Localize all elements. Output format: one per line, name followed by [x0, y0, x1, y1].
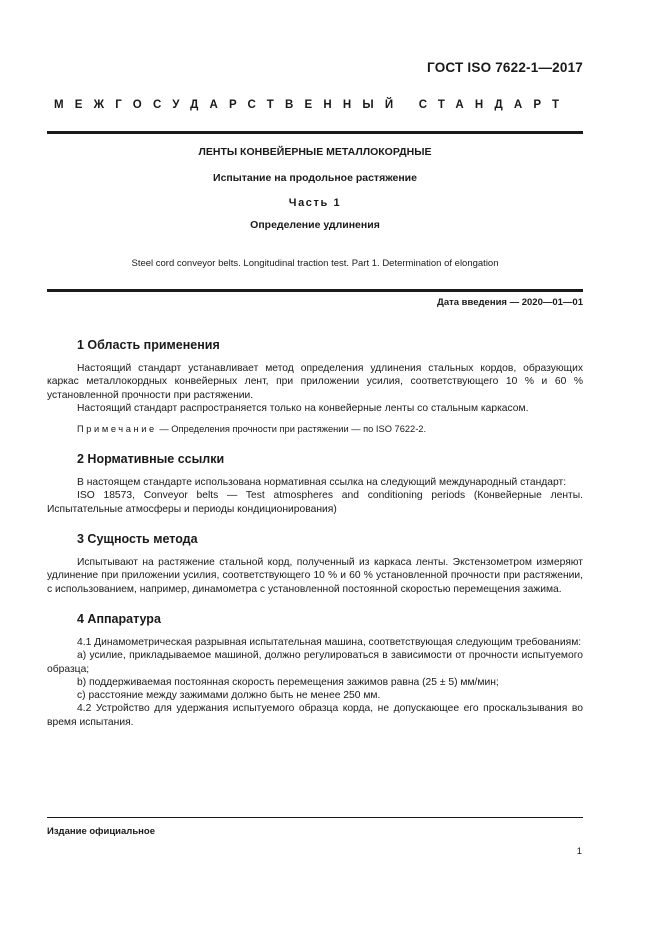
paragraph: 4.2 Устройство для удержания испытуемого образца корда, не допускающее его проскальзывания во время испытания.	[47, 703, 583, 728]
document-subtitle: Испытание на продольное растяжение	[213, 172, 417, 184]
footer-rule	[47, 817, 583, 818]
paragraph: b) поддерживаемая постоянная скорость перемещения зажимов равна (25 ± 5) мм/мин;	[77, 676, 499, 688]
section-normative-references	[47, 452, 583, 516]
part-name: Определение удлинения	[250, 219, 380, 231]
paragraph: Настоящий стандарт распространяется только на конвейерные ленты со стальным каркасом.	[77, 402, 529, 414]
introduction-date: Дата введения — 2020—01—01	[437, 297, 583, 308]
header-rule	[47, 131, 583, 134]
paragraph: Настоящий стандарт устанавливает метод определения удлинения стальных кордов, образующих каркас металлокордных конвейерных лент, при приложении усилия, соответствующего 10 % и 60 % установленной прочности при растяжении.	[47, 363, 583, 401]
title-rule	[47, 289, 583, 292]
paragraph: ISO 18573, Conveyor belts — Test atmospheres and conditioning periods (Конвейерные ленты. Испытательные атмосферы и периоды кондиционирования)	[47, 490, 583, 515]
document-title: ЛЕНТЫ КОНВЕЙЕРНЫЕ МЕТАЛЛОКОРДНЫЕ	[198, 146, 432, 158]
section-apparatus	[47, 612, 583, 729]
section-heading: 3 Сущность метода	[77, 532, 198, 547]
paragraph: Испытывают на растяжение стальной корд, полученный из каркаса ленты. Экстензометром измеряют удлинение при приложении усилия, соответствующего 10 % и 60 % установленной прочности при растяжении, с использованием, например, динамометра с установленной постоянной скоростью перемещения зажима.	[47, 557, 583, 595]
paragraph: 4.1 Динамометрическая разрывная испытательная машина, соответствующая следующим требованиям:	[77, 636, 582, 648]
section-heading: 2 Нормативные ссылки	[77, 452, 225, 467]
paragraph: a) усилие, прикладываемое машиной, должно регулироваться в зависимости от прочности испытуемого образца;	[47, 650, 583, 675]
section-scope	[47, 338, 583, 436]
document-body	[47, 338, 583, 729]
note	[47, 423, 583, 436]
page-number: 1	[576, 846, 582, 857]
section-heading: 1 Область применения	[77, 338, 220, 352]
official-edition-label: Издание официальное	[47, 826, 155, 837]
part-label: Часть 1	[288, 197, 342, 209]
document-code: ГОСТ ISO 7622-1—2017	[427, 60, 583, 75]
section-heading: 4 Аппаратура	[77, 611, 161, 626]
paragraph: В настоящем стандарте использована нормативная ссылка на следующий международный стандарт:	[77, 477, 567, 489]
paragraph: c) расстояние между зажимами должно быть не менее 250 мм.	[77, 690, 381, 702]
english-title: Steel cord conveyor belts. Longitudinal traction test. Part 1. Determination of elongation	[131, 258, 499, 269]
note-label: Примечание	[77, 424, 157, 435]
section-method-essence	[47, 532, 583, 596]
note-text: — Определения прочности при растяжении — по ISO 7622-2.	[156, 424, 427, 435]
interstate-standard-banner: МЕЖГОСУДАРСТВЕННЫЙ СТАНДАРТ	[54, 99, 571, 111]
